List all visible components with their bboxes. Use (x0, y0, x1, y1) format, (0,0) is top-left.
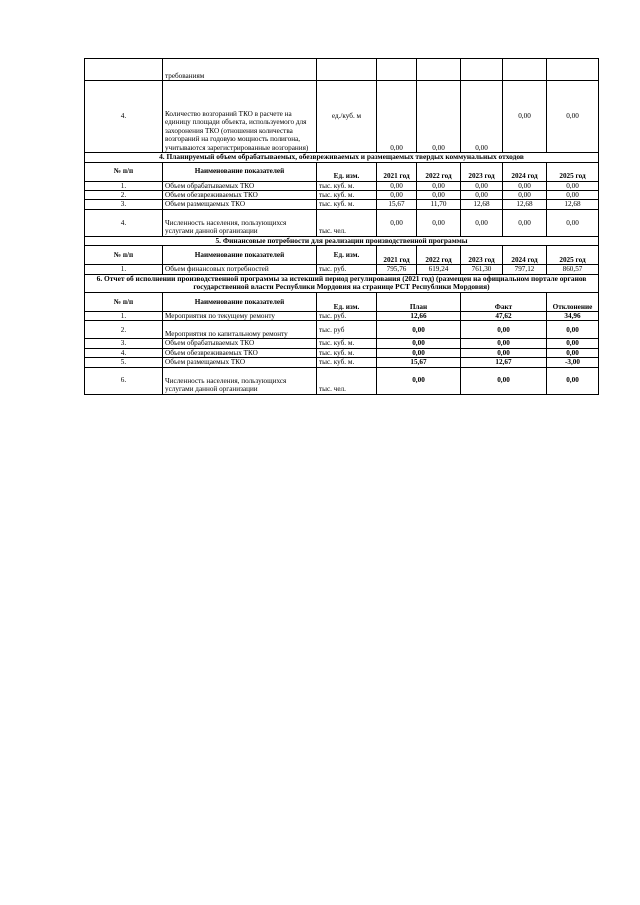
header-num: № п/п (85, 162, 163, 181)
header-2024: 2024 год (503, 246, 547, 265)
cell-value: 0,00 (417, 209, 461, 236)
cell-value: 12,68 (547, 200, 599, 209)
cell-unit: тыс. куб. м. (317, 358, 377, 367)
cell-num: 4. (85, 209, 163, 236)
cell-fact: 0,00 (461, 348, 547, 357)
header-name: Наименование показателей (163, 293, 317, 312)
cell-value: 795,76 (377, 265, 417, 274)
cell-num: 4. (85, 348, 163, 357)
header-num: № п/п (85, 293, 163, 312)
cell-plan: 0,00 (377, 348, 461, 357)
cell-num: 3. (85, 339, 163, 348)
cell-unit: тыс. куб. м. (317, 191, 377, 200)
header-name: Наименование показателей (163, 246, 317, 265)
cell-name: Мероприятия по текущему ремонту (163, 312, 317, 321)
cell-value: 619,24 (417, 265, 461, 274)
table-row (85, 348, 599, 357)
cell-name: Объем обрабатываемых ТКО (163, 339, 317, 348)
cell-num: 6. (85, 367, 163, 394)
cell-name: Объем размещаемых ТКО (163, 200, 317, 209)
cell-name: Численность населения, пользующихся услугами данной организации (163, 367, 317, 394)
header-unit: Ед. изм. (317, 293, 377, 312)
section-title-row (85, 153, 599, 163)
table-row (85, 321, 599, 339)
cell-unit: тыс. руб (317, 321, 377, 339)
cell-value: 0,00 (461, 191, 503, 200)
header-2021: 2021 год (377, 162, 417, 181)
table-row (85, 191, 599, 200)
cell-fact: 0,00 (461, 339, 547, 348)
cell-value: 12,68 (503, 200, 547, 209)
table-row (85, 209, 599, 236)
cell-name: Объем финансовых потребностей (163, 265, 317, 274)
cell-value: 0,00 (417, 181, 461, 190)
cell-value: 0,00 (461, 181, 503, 190)
cell-value: 761,30 (461, 265, 503, 274)
table-row (85, 59, 599, 81)
cell-2024: 0,00 (503, 81, 547, 153)
header-num: № п/п (85, 246, 163, 265)
table-row (85, 265, 599, 274)
cell-name: Численность населения, пользующихся услугами данной организации (163, 209, 317, 236)
section-4-title: 4. Планируемый объем обрабатываемых, обезвреживаемых и размещаемых твердых коммунальных отходов (85, 153, 599, 163)
cell-name: Объем обрабатываемых ТКО (163, 181, 317, 190)
header-unit: Ед. изм. (317, 246, 377, 265)
cell-value: 11,70 (417, 200, 461, 209)
cell-value: 0,00 (377, 209, 417, 236)
cell-deviation: -3,00 (547, 358, 599, 367)
cell-unit: тыс. чел. (317, 209, 377, 236)
cell-fact: 0,00 (461, 367, 547, 394)
cell-name: Объем обезвреживаемых ТКО (163, 348, 317, 357)
cell-value: 0,00 (503, 191, 547, 200)
cell-num: 5. (85, 358, 163, 367)
cell-unit: тыс. куб. м. (317, 200, 377, 209)
cell-deviation: 34,96 (547, 312, 599, 321)
section-5-title: 5. Финансовые потребности для реализации производственной программы (85, 236, 599, 246)
cell-name: Мероприятия по капитальному ремонту (163, 321, 317, 339)
cell-num: 2. (85, 191, 163, 200)
cell-num: 4. (85, 81, 163, 153)
header-2023: 2023 год (461, 162, 503, 181)
cell-unit: тыс. чел. (317, 367, 377, 394)
document-page (84, 58, 598, 395)
header-row (85, 162, 599, 181)
cell-value: 0,00 (377, 191, 417, 200)
table-row (85, 339, 599, 348)
header-unit: Ед. изм. (317, 162, 377, 181)
cell-value: 12,68 (461, 200, 503, 209)
header-deviation: Отклонение (547, 293, 599, 312)
cell-value: 0,00 (547, 181, 599, 190)
table-row (85, 358, 599, 367)
table-row (85, 312, 599, 321)
cell-value: 797,12 (503, 265, 547, 274)
cell-name: Объем размещаемых ТКО (163, 358, 317, 367)
cell-num (85, 59, 163, 81)
cell-num: 1. (85, 181, 163, 190)
cell-2021: 0,00 (377, 81, 417, 153)
cell-value: 0,00 (417, 191, 461, 200)
table-row (85, 181, 599, 190)
cell-fact: 47,62 (461, 312, 547, 321)
cell-fact: 0,00 (461, 321, 547, 339)
cell-2025: 0,00 (547, 81, 599, 153)
header-row (85, 293, 599, 312)
header-fact: Факт (461, 293, 547, 312)
cell-num: 1. (85, 265, 163, 274)
header-2024: 2024 год (503, 162, 547, 181)
cell-num: 3. (85, 200, 163, 209)
cell-num: 2. (85, 321, 163, 339)
header-2023: 2023 год (461, 246, 503, 265)
cell-value: 0,00 (547, 191, 599, 200)
cell-value: 15,67 (377, 200, 417, 209)
cell-unit: тыс. руб. (317, 265, 377, 274)
header-plan: План (377, 293, 461, 312)
header-2022: 2022 год (417, 162, 461, 181)
cell-unit: тыс. руб. (317, 312, 377, 321)
cell-2022: 0,00 (417, 81, 461, 153)
cell-value: 860,57 (547, 265, 599, 274)
header-2025: 2025 год (547, 246, 599, 265)
cell-value: 0,00 (503, 209, 547, 236)
cell-plan: 0,00 (377, 321, 461, 339)
cell-name: Количество возгораний ТКО в расчете на единицу площади объекта, используемого для захоронения ТКО (отношения количества возгораний на годовую мощность полигона, учитываются зарегистрированные возгорания) (163, 81, 317, 153)
cell-plan: 0,00 (377, 367, 461, 394)
header-2025: 2025 год (547, 162, 599, 181)
cell-value: 0,00 (547, 209, 599, 236)
cell-plan: 12,66 (377, 312, 461, 321)
section-title-row (85, 236, 599, 246)
cell-deviation: 0,00 (547, 321, 599, 339)
cell-deviation: 0,00 (547, 348, 599, 357)
cell-plan: 15,67 (377, 358, 461, 367)
table-row (85, 200, 599, 209)
cell-unit: тыс. куб. м. (317, 348, 377, 357)
cell-unit: ед./куб. м (317, 81, 377, 153)
section-title-row (85, 274, 599, 292)
cell-name: требованиям (163, 59, 317, 81)
cell-value: 0,00 (377, 181, 417, 190)
section-6-title: 6. Отчет об исполнении производственной программы за истекший период регулирования (2021 год) (размещен на официальном портале органов государственной власти Республики Мордовия на странице РСТ Республики Мордовия) (85, 274, 599, 292)
table-row (85, 367, 599, 394)
cell-value: 0,00 (461, 209, 503, 236)
cell-deviation: 0,00 (547, 367, 599, 394)
cell-plan: 0,00 (377, 339, 461, 348)
header-name: Наименование показателей (163, 162, 317, 181)
cell-num: 1. (85, 312, 163, 321)
cell-unit (317, 59, 377, 81)
table-row (85, 81, 599, 153)
cell-fact: 12,67 (461, 358, 547, 367)
cell-deviation: 0,00 (547, 339, 599, 348)
header-2021: 2021 год (377, 246, 417, 265)
cell-2023: 0,00 (461, 81, 503, 153)
cell-unit: тыс. куб. м. (317, 339, 377, 348)
section-4-body (85, 181, 599, 236)
cell-value: 0,00 (503, 181, 547, 190)
header-2022: 2022 год (417, 246, 461, 265)
program-table (84, 58, 599, 395)
header-row (85, 246, 599, 265)
cell-unit: тыс. куб. м. (317, 181, 377, 190)
cell-name: Объем обезвреживаемых ТКО (163, 191, 317, 200)
